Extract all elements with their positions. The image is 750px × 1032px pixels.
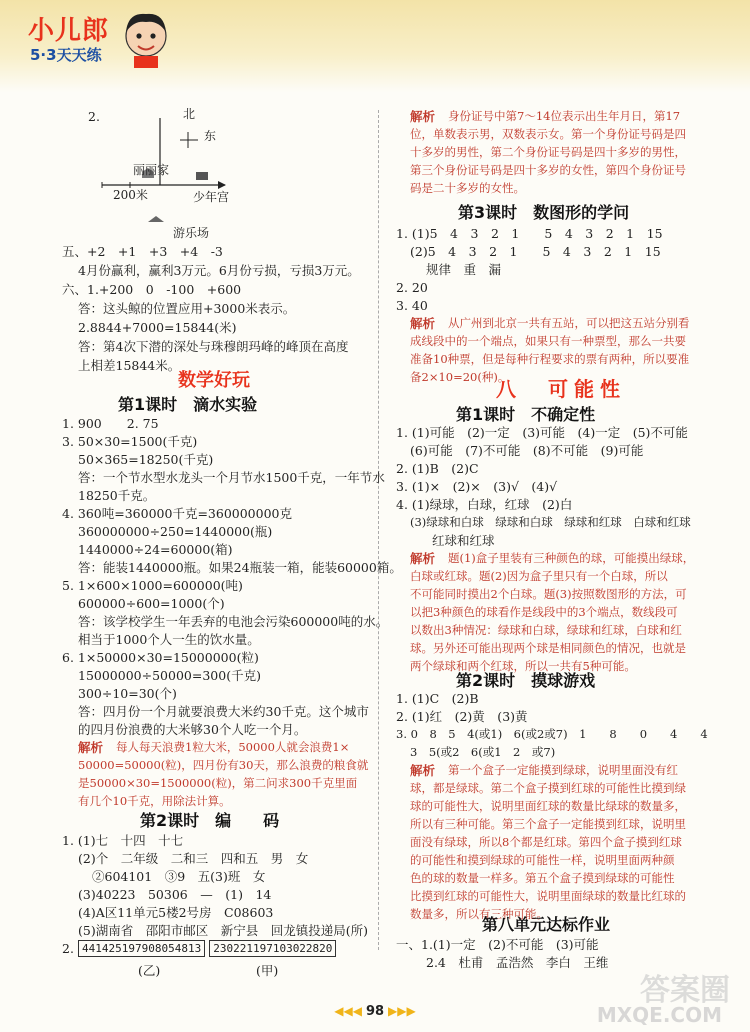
analysis-line: 数量多，所以有三种可能。: [410, 907, 548, 921]
left-line: 4月份赢利，赢利3万元。6月份亏损，亏损3万元。: [78, 263, 360, 278]
u8l1-line: 3. (1)× (2)× (3)√ (4)√: [396, 479, 558, 494]
analysis-line: 第三个身份证号码是四十多岁的女性，第四个身份证号: [410, 163, 686, 177]
left-line: 五、+2 +1 +3 +4 -3: [62, 244, 223, 259]
unit8-title: 八 可能性: [496, 377, 626, 401]
analysis-line: 白球或红球。题(2)因为盒子里只有一个白球，所以: [410, 569, 668, 583]
mascot-boy-icon: [118, 6, 174, 68]
left-line: 答：第4次下潜的深处与珠穆朗玛峰的峰顶在高度: [78, 339, 349, 354]
u8l1-line: 红球和红球: [432, 533, 495, 548]
lesson1-line: 5. 1×600×1000=600000(吨): [62, 578, 243, 593]
lesson1-line: 360000000÷250=1440000(瓶): [78, 524, 273, 539]
lesson1-line: 4. 360吨=360000千克=360000000克: [62, 506, 292, 521]
map-park-label: 游乐场: [173, 226, 210, 240]
analysis-line: 每人每天浪费1粒大米，50000人就会浪费1×: [116, 740, 350, 754]
lesson2-line: 1. (1)七 十四 十七: [62, 833, 184, 848]
analysis-label: 解析: [410, 316, 436, 331]
watermark-logo: 答案圈: [640, 973, 730, 1008]
analysis-line: 球，都是绿球。第二个盒子摸到红球的可能性比摸到绿: [410, 781, 686, 795]
u8l1-title: 第1课时 不确定性: [456, 405, 596, 424]
lesson1-line: 50×365=18250(千克): [78, 452, 214, 467]
u8l1-line: 4. (1)绿球，白球，红球 (2)白: [396, 497, 573, 512]
unit8-test-title: 第八单元达标作业: [482, 915, 611, 934]
id-boxes: [78, 940, 340, 957]
analysis-line: 码是二十多岁的女性。: [410, 181, 525, 195]
analysis-line: 是50000×30=1500000(粒)，第二问求300千克里面: [78, 776, 358, 790]
analysis-label: 解析: [410, 109, 436, 124]
lesson1-line: 答：能装1440000瓶。如果24瓶装一箱，能装60000箱。: [78, 560, 402, 575]
page-number: 98: [365, 1004, 385, 1019]
analysis-line: 以把3种颜色的球看作是线段中的3个端点，数线段可: [410, 605, 678, 619]
right-arrows-icon: ▶▶▶: [388, 1004, 416, 1018]
analysis-line: 以数出3种情况：绿球和白球，绿球和红球，白球和红: [410, 623, 682, 637]
map-lili-label: 丽丽家: [133, 163, 170, 177]
analysis-line: 十多岁的男性，第二个身份证号码是四十多岁的男性，: [410, 145, 686, 159]
id-box-b: 230221197103022820: [209, 940, 336, 957]
q2b-label-visible: 2.: [62, 941, 74, 956]
analysis-line: 身份证号中第7～14位表示出生年月日，第17: [448, 109, 681, 123]
lesson1-line: 1. 900 2. 75: [62, 416, 159, 431]
lesson2-line: ②604101 ③9 五(3)班 女: [92, 869, 266, 884]
lesson1-line: 18250千克。: [78, 488, 156, 503]
analysis-line: 两个绿球和两个红球，所以一共有5种可能。: [410, 659, 636, 673]
fun-title: 数学好玩: [178, 370, 250, 391]
watermark-url: MXQE.COM: [596, 1003, 722, 1027]
lesson1-line: 答：四月份一个月就要浪费大米约30千克。这个城市: [78, 704, 369, 719]
analysis-line: 比摸到红球的可能性大，说明里面绿球的数量比红球的: [410, 889, 686, 903]
id-box-a: 441425197908054813: [78, 940, 205, 957]
u8l2-title: 第2课时 摸球游戏: [456, 671, 596, 690]
map-east-label: 东: [204, 129, 217, 143]
brand-subtitle: 5·3天天练: [30, 46, 102, 64]
map-north-label: 北: [183, 107, 196, 121]
analysis-line: 位，单数表示男，双数表示女。第一个身份证号码是四: [410, 127, 686, 141]
u8l2-line: 1. (1)C (2)B: [396, 691, 479, 706]
analysis-line: 面没有绿球，所以8个都是红球。第四个盒子摸到红球: [410, 835, 682, 849]
analysis-line: 球。另外还可能出现两个球是相同颜色的情况，也就是: [410, 641, 686, 655]
left-arrows-icon: ◀◀◀: [334, 1004, 362, 1018]
analysis-line: 第一个盒子一定能摸到绿球，说明里面没有红: [448, 763, 678, 777]
left-line: 答：这头鲸的位置应用+3000米表示。: [78, 301, 296, 316]
map-scale-label: 200米: [113, 188, 148, 202]
lesson1-line: 1440000÷24=60000(箱): [78, 542, 233, 557]
lesson2-line: (5)湖南省 邵阳市邮区 新宁县 回龙镇投递局(所): [78, 923, 368, 938]
test-line: 2.4 杜甫 孟浩然 李白 王维: [426, 955, 609, 970]
lesson1-line: 15000000÷50000=300(千克): [78, 668, 261, 683]
box-b-label: (甲): [256, 963, 279, 978]
u8l2-line: 3. 0 8 5 4(或1) 6(或2或7) 1 8 0 4 4: [396, 727, 708, 741]
lesson2-line: (2)个 二年级 二和三 四和五 男 女: [78, 851, 309, 866]
box-a-label: (乙): [138, 963, 161, 978]
lesson1-line: 300÷10=30(个): [78, 686, 177, 701]
lesson2-title: 第2课时 编 码: [140, 811, 280, 830]
analysis-line: 从广州到北京一共有五站，可以把这五站分别看: [448, 316, 690, 330]
left-line: 六、1.+200 0 -100 +600: [62, 282, 242, 297]
lesson2-line: (4)A区11单元5楼2号房 C08603: [78, 905, 274, 920]
analysis-line: 色的球的数量一样多。第五个盒子摸到绿球的可能性: [410, 871, 675, 885]
lesson1-line: 答：该学校学生一年丢弃的电池会污染600000吨的水。: [78, 614, 389, 629]
u8l1-line: (6)可能 (7)不可能 (8)不可能 (9)可能: [410, 443, 644, 458]
lesson1-line: 答：一个节水型水龙头一个月节水1500千克，一年节水: [78, 470, 385, 485]
analysis-line: 不可能同时摸出2个白球。题(3)按照数图形的方法，可: [410, 587, 687, 601]
analysis-line: 有几个10千克，用除法计算。: [78, 794, 231, 808]
left-line: 2.8844+7000=15844(米): [78, 320, 237, 335]
u8l1-line: 2. (1)B (2)C: [396, 461, 479, 476]
lesson3-line: 3. 40: [396, 298, 428, 313]
lesson1-title: 第1课时 滴水实验: [118, 395, 258, 414]
lesson3-line: (2)5 4 3 2 1 5 4 3 2 1 15: [410, 244, 661, 259]
analysis-line: 所以有三种可能。第三个盒子一定能摸到红球，说明里: [410, 817, 686, 831]
lesson3-line: 1. (1)5 4 3 2 1 5 4 3 2 1 15: [396, 226, 663, 241]
analysis-label: 解析: [410, 551, 436, 566]
lesson2-line: (3)40223 50306 — (1) 14: [78, 887, 272, 902]
analysis-line: 备2×10=20(种)。: [410, 370, 510, 384]
analysis-line: 准备10种票，但是每种行程要求的票有两种，所以要准: [410, 352, 690, 366]
test-line: 一、1.(1)一定 (2)不可能 (3)可能: [396, 937, 599, 952]
left-line: 上相差15844米。: [78, 358, 181, 373]
u8l1-line: (3)绿球和白球 绿球和白球 绿球和红球 白球和红球: [410, 515, 691, 529]
analysis-line: 球的可能性大，说明里面红球的数量比绿球的数量多，: [410, 799, 686, 813]
map-palace-label: 少年宫: [193, 190, 230, 204]
analysis-label: 解析: [78, 740, 104, 755]
analysis-label: 解析: [410, 763, 436, 778]
brand-title: 小儿郎: [28, 16, 110, 46]
lesson1-line: 3. 50×30=1500(千克): [62, 434, 198, 449]
q2-label: 2.: [88, 109, 100, 124]
analysis-line: 题(1)盒子里装有三种颜色的球，可能摸出绿球，: [448, 551, 695, 565]
lesson3-title: 第3课时 数图形的学问: [458, 203, 630, 222]
u8l1-line: 1. (1)可能 (2)一定 (3)可能 (4)一定 (5)不可能: [396, 425, 688, 440]
lesson1-line: 6. 1×50000×30=15000000(粒): [62, 650, 259, 665]
lesson3-line: 规律 重 漏: [426, 262, 502, 277]
lesson1-line: 600000÷600=1000(个): [78, 596, 225, 611]
lesson3-line: 2. 20: [396, 280, 428, 295]
analysis-line: 成线段中的一个端点，如果只有一种票型，那么一共要: [410, 334, 686, 348]
column-divider: [378, 110, 379, 950]
lesson1-line: 的四月份浪费的大米够30个人吃一个月。: [78, 722, 307, 737]
u8l2-line: 2. (1)红 (2)黄 (3)黄: [396, 709, 528, 724]
lesson1-line: 相当于1000个人一生的饮水量。: [78, 632, 260, 647]
analysis-line: 的可能性和摸到绿球的可能性一样，说明里面两种颜: [410, 853, 675, 867]
u8l2-line: 3 5(或2 6(或1 2 或7): [410, 745, 556, 759]
analysis-line: 50000=50000(粒)，四月份有30天，那么浪费的粮食就: [78, 758, 369, 772]
